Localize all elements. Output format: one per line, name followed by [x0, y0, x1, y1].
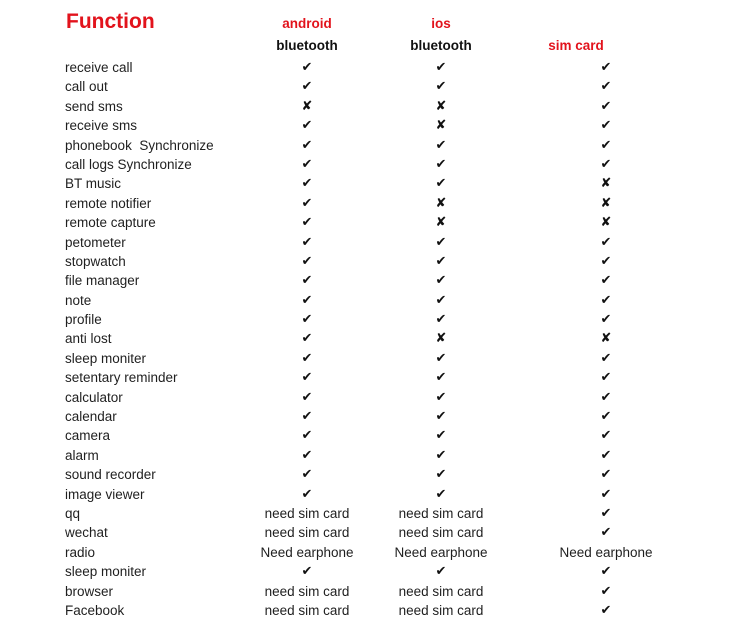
table-row — [0, 116, 750, 135]
cell-text: need sim card — [264, 505, 350, 521]
check-icon: ✔ — [301, 195, 313, 211]
function-name: camera — [65, 428, 111, 444]
function-name: image viewer — [65, 486, 145, 502]
table-row — [0, 136, 750, 155]
check-icon: ✔ — [435, 312, 447, 328]
check-icon: ✔ — [435, 467, 447, 483]
function-name: remote notifier — [65, 195, 152, 211]
function-name: qq — [65, 505, 81, 521]
cell-text: Need earphone — [260, 544, 354, 560]
table-row — [0, 271, 750, 290]
check-icon: ✔ — [600, 505, 612, 521]
column-header-sim-card: sim card — [548, 38, 604, 53]
check-icon: ✔ — [600, 486, 612, 502]
function-name: petometer — [65, 234, 126, 250]
check-icon: ✔ — [301, 60, 313, 75]
table-row — [0, 291, 750, 310]
table-row — [0, 329, 750, 348]
table-row — [0, 426, 750, 445]
table-row — [0, 523, 750, 542]
check-icon: ✔ — [301, 176, 313, 192]
table-row — [0, 582, 750, 601]
function-name: alarm — [65, 447, 99, 463]
cross-icon: ✘ — [600, 215, 612, 231]
check-icon: ✔ — [600, 79, 612, 95]
check-icon: ✔ — [301, 137, 313, 153]
check-icon: ✔ — [301, 156, 313, 172]
check-icon: ✔ — [600, 253, 612, 269]
function-name: profile — [65, 312, 102, 328]
check-icon: ✔ — [301, 292, 313, 308]
check-icon: ✔ — [301, 389, 313, 405]
check-icon: ✔ — [435, 370, 447, 386]
cell-text: need sim card — [264, 583, 350, 599]
check-icon: ✔ — [301, 467, 313, 483]
check-icon: ✔ — [600, 312, 612, 328]
function-name: browser — [65, 583, 114, 599]
check-icon: ✔ — [600, 370, 612, 386]
table-row — [0, 194, 750, 213]
check-icon: ✔ — [301, 312, 313, 328]
table-row — [0, 349, 750, 368]
check-icon: ✔ — [435, 292, 447, 308]
check-icon: ✔ — [435, 273, 447, 289]
check-icon: ✔ — [600, 409, 612, 425]
check-icon: ✔ — [301, 234, 313, 250]
check-icon: ✔ — [301, 215, 313, 231]
table-row — [0, 465, 750, 484]
function-name: setentary reminder — [65, 370, 178, 386]
function-name: sleep moniter — [65, 350, 147, 366]
cross-icon: ✘ — [600, 176, 612, 192]
check-icon: ✔ — [435, 409, 447, 425]
function-name: wechat — [65, 525, 108, 541]
function-name: phonebook Synchronize — [65, 137, 214, 153]
check-icon: ✔ — [301, 331, 313, 347]
check-icon: ✔ — [600, 447, 612, 463]
check-icon: ✔ — [600, 98, 612, 114]
check-icon: ✔ — [435, 486, 447, 502]
check-icon: ✔ — [301, 447, 313, 463]
check-icon: ✔ — [301, 350, 313, 366]
check-icon: ✔ — [435, 564, 447, 580]
check-icon: ✔ — [600, 156, 612, 172]
table-row — [0, 97, 750, 116]
cell-text: Need earphone — [559, 544, 653, 560]
table-title: Function — [66, 10, 155, 33]
table-row — [0, 155, 750, 174]
check-icon: ✔ — [600, 292, 612, 308]
check-icon: ✔ — [301, 118, 313, 134]
check-icon: ✔ — [435, 60, 447, 75]
check-icon: ✔ — [600, 137, 612, 153]
table-row — [0, 485, 750, 504]
cell-text: need sim card — [264, 525, 350, 541]
check-icon: ✔ — [600, 467, 612, 483]
check-icon: ✔ — [301, 370, 313, 386]
check-icon: ✔ — [435, 447, 447, 463]
check-icon: ✔ — [435, 253, 447, 269]
check-icon: ✔ — [435, 176, 447, 192]
cell-text: need sim card — [398, 505, 484, 521]
table-row — [0, 562, 750, 581]
cross-icon: ✘ — [435, 195, 447, 211]
table-row — [0, 407, 750, 426]
function-name: call out — [65, 79, 108, 95]
check-icon: ✔ — [600, 525, 612, 541]
function-name: BT music — [65, 176, 122, 192]
cell-text: need sim card — [398, 602, 484, 618]
function-name: radio — [65, 544, 96, 560]
column-header-android-bluetooth: bluetooth — [276, 38, 338, 53]
check-icon: ✔ — [600, 234, 612, 250]
cell-text: need sim card — [398, 525, 484, 541]
column-header-ios: ios — [431, 16, 451, 31]
check-icon: ✔ — [435, 156, 447, 172]
check-icon: ✔ — [435, 428, 447, 444]
check-icon: ✔ — [301, 253, 313, 269]
table-row — [0, 174, 750, 193]
function-name: sound recorder — [65, 467, 156, 483]
function-name: calculator — [65, 389, 123, 405]
cell-text: Need earphone — [394, 544, 488, 560]
check-icon: ✔ — [600, 273, 612, 289]
function-name: file manager — [65, 273, 140, 289]
table-row — [0, 310, 750, 329]
cross-icon: ✘ — [435, 331, 447, 347]
function-name: call logs Synchronize — [65, 156, 192, 172]
check-icon: ✔ — [600, 583, 612, 599]
table-row — [0, 77, 750, 96]
cross-icon: ✘ — [301, 98, 313, 114]
table-row — [0, 252, 750, 271]
check-icon: ✔ — [435, 389, 447, 405]
function-name: anti lost — [65, 331, 112, 347]
table-row — [0, 58, 750, 77]
function-name: receive sms — [65, 118, 138, 134]
check-icon: ✔ — [600, 60, 612, 75]
table-row — [0, 601, 750, 620]
table-row — [0, 446, 750, 465]
function-name: calendar — [65, 409, 117, 425]
check-icon: ✔ — [435, 234, 447, 250]
function-name: note — [65, 292, 92, 308]
check-icon: ✔ — [301, 273, 313, 289]
column-header-android: android — [282, 16, 332, 31]
cell-text: need sim card — [398, 583, 484, 599]
function-name: Facebook — [65, 602, 125, 618]
check-icon: ✔ — [301, 564, 313, 580]
check-icon: ✔ — [600, 389, 612, 405]
check-icon: ✔ — [600, 118, 612, 134]
cell-text: need sim card — [264, 602, 350, 618]
check-icon: ✔ — [301, 79, 313, 95]
check-icon: ✔ — [600, 602, 612, 618]
check-icon: ✔ — [435, 137, 447, 153]
check-icon: ✔ — [600, 428, 612, 444]
column-header-ios-bluetooth: bluetooth — [410, 38, 472, 53]
cross-icon: ✘ — [435, 98, 447, 114]
table-row — [0, 213, 750, 232]
cross-icon: ✘ — [435, 215, 447, 231]
cross-icon: ✘ — [600, 331, 612, 347]
check-icon: ✔ — [600, 564, 612, 580]
table-body — [0, 58, 750, 620]
check-icon: ✔ — [435, 79, 447, 95]
cross-icon: ✘ — [435, 118, 447, 134]
check-icon: ✔ — [301, 428, 313, 444]
function-name: stopwatch — [65, 253, 126, 269]
table-row — [0, 368, 750, 387]
function-name: send sms — [65, 98, 123, 114]
check-icon: ✔ — [301, 409, 313, 425]
function-name: sleep moniter — [65, 564, 147, 580]
cross-icon: ✘ — [600, 195, 612, 211]
table-row — [0, 233, 750, 252]
table-row — [0, 388, 750, 407]
check-icon: ✔ — [600, 350, 612, 366]
function-name: receive call — [65, 60, 133, 75]
check-icon: ✔ — [301, 486, 313, 502]
table-row — [0, 504, 750, 523]
function-name: remote capture — [65, 215, 156, 231]
table-row — [0, 543, 750, 562]
check-icon: ✔ — [435, 350, 447, 366]
